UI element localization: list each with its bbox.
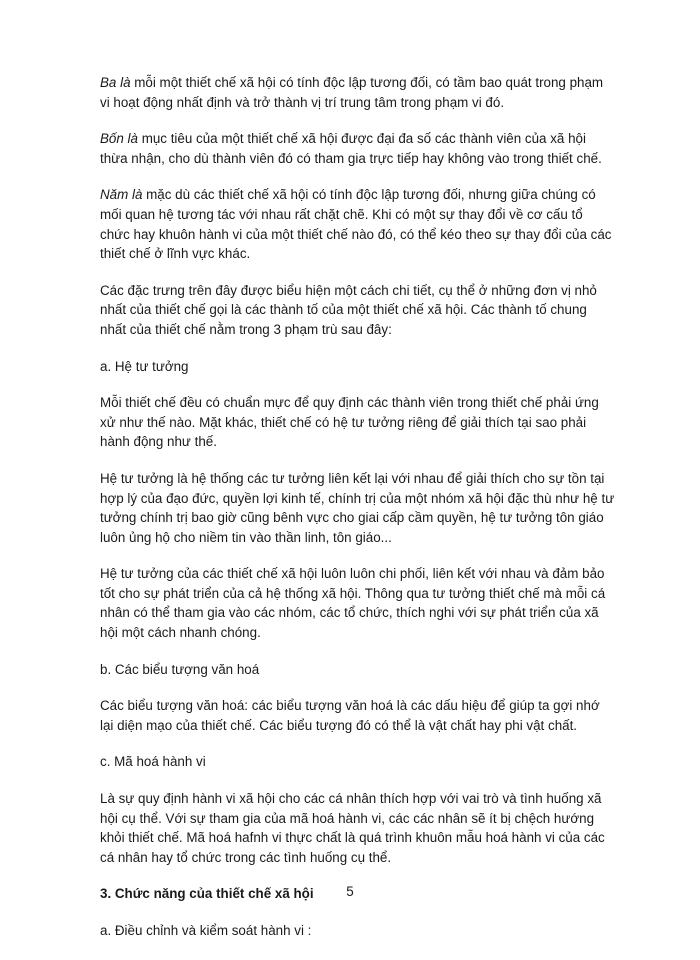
paragraph-he-tu-tuong-chi-phoi: Hệ tư tưởng của các thiết chế xã hội luôn luôn chi phối, liên kết với nhau và đảm bảo tốt cho sự phát triển của cả hệ thống xã hội. Thông qua tư tưởng thiết chế mà mỗi cá nhân có thể tham gia vào các nhóm, các tổ chức, thích nghi với sự phát triển của xã hội một cách nhanh chóng.	[100, 566, 606, 641]
chapter-heading-chuc-nang: 3. Chức năng của thiết chế xã hội	[100, 886, 314, 902]
paragraph-text: mặc dù các thiết chế xã hội có tính độc lập tương đối, nhưng giữa chúng có mối quan hệ tương tác với nhau rất chặt chẽ. Khi có một sự thay đổi về cơ cấu tổ chức hay khuôn hành vi của một thiết chế nào đó, có thể kéo theo sự thay đổi của các thiết chế ở lĩnh vực khác.	[100, 187, 612, 262]
document-page	[100, 73, 615, 958]
paragraph-lead: Năm là	[100, 187, 143, 203]
paragraph-ma-hoa: Là sự quy định hành vi xã hội cho các cá nhân thích hợp với vai trò và tình huống xã hội cụ thể. Với sự tham gia của mã hoá hành vi, các các nhân sẽ ít bị chệch hướng khỏi thiết chế. Mã hoá hafnh vi thực chất là quá trình khuôn mẫu hoá hành vi của các cá nhân hay tổ chức trong các tình huống cụ thể.	[100, 791, 605, 865]
section-heading-dieu-chinh: a. Điều chỉnh và kiểm soát hành vi :	[100, 923, 312, 938]
paragraph-dac-trung: Các đặc trưng trên đây được biểu hiện một cách chi tiết, cụ thể ở những đơn vị nhỏ nhất của thiết chế gọi là các thành tố của một thiết chế xã hội. Các thành tố chung nhất của thiết chế nằm trong 3 phạm trù sau đây:	[100, 282, 597, 337]
paragraph-text: mỗi một thiết chế xã hội có tính độc lập tương đối, có tầm bao quát trong phạm vi hoạt động nhất định và trở thành vị trí trung tâm trong phạm vi đó.	[100, 75, 604, 110]
paragraph-nam-la	[100, 185, 615, 263]
paragraph-text: mục tiêu của một thiết chế xã hội được đại đa số các thành viên của xã hội thừa nhận, cho dù thành viên đó có tham gia trực tiếp hay không vào trong thiết chế.	[100, 131, 602, 166]
paragraph-ba-la	[100, 73, 615, 112]
section-heading-ma-hoa: c. Mã hoá hành vi	[100, 754, 206, 770]
section-heading-he-tu-tuong: a. Hệ tư tưởng	[100, 358, 189, 374]
paragraph-bieu-tuong: Các biểu tượng văn hoá: các biểu tượng văn hoá là các dấu hiệu để giúp ta gợi nhớ lại diện mạo của thiết chế. Các biểu tượng đó có thể là vật chất hay phi vật chất.	[100, 698, 600, 733]
section-heading-bieu-tuong: b. Các biểu tượng văn hoá	[100, 661, 260, 677]
paragraph-chuan-muc: Mỗi thiết chế đều có chuẩn mực để quy định các thành viên trong thiết chế phải ứng xử như thế nào. Mặt khác, thiết chế có hệ tư tưởng riêng để giải thích tại sao phải hành động như thế.	[100, 395, 599, 450]
paragraph-lead: Ba là	[100, 75, 131, 90]
paragraph-lead: Bốn là	[100, 131, 138, 147]
paragraph-bon-la	[100, 129, 615, 168]
page-number: 5	[346, 884, 354, 899]
paragraph-he-tu-tuong-dinh-nghia: Hệ tư tưởng là hệ thống các tư tưởng liên kết lại với nhau để giải thích cho sự tồn tại hợp lý của đạo đức, quyền lợi kinh tế, chính trị của một nhóm xã hội đặc thù như hệ tư tưởng chính trị bao giờ cũng bênh vực cho giai cấp cầm quyền, hệ tư tưởng tôn giáo luôn ủng hộ cho niềm tin vào thần linh, tôn giáo...	[100, 470, 615, 545]
